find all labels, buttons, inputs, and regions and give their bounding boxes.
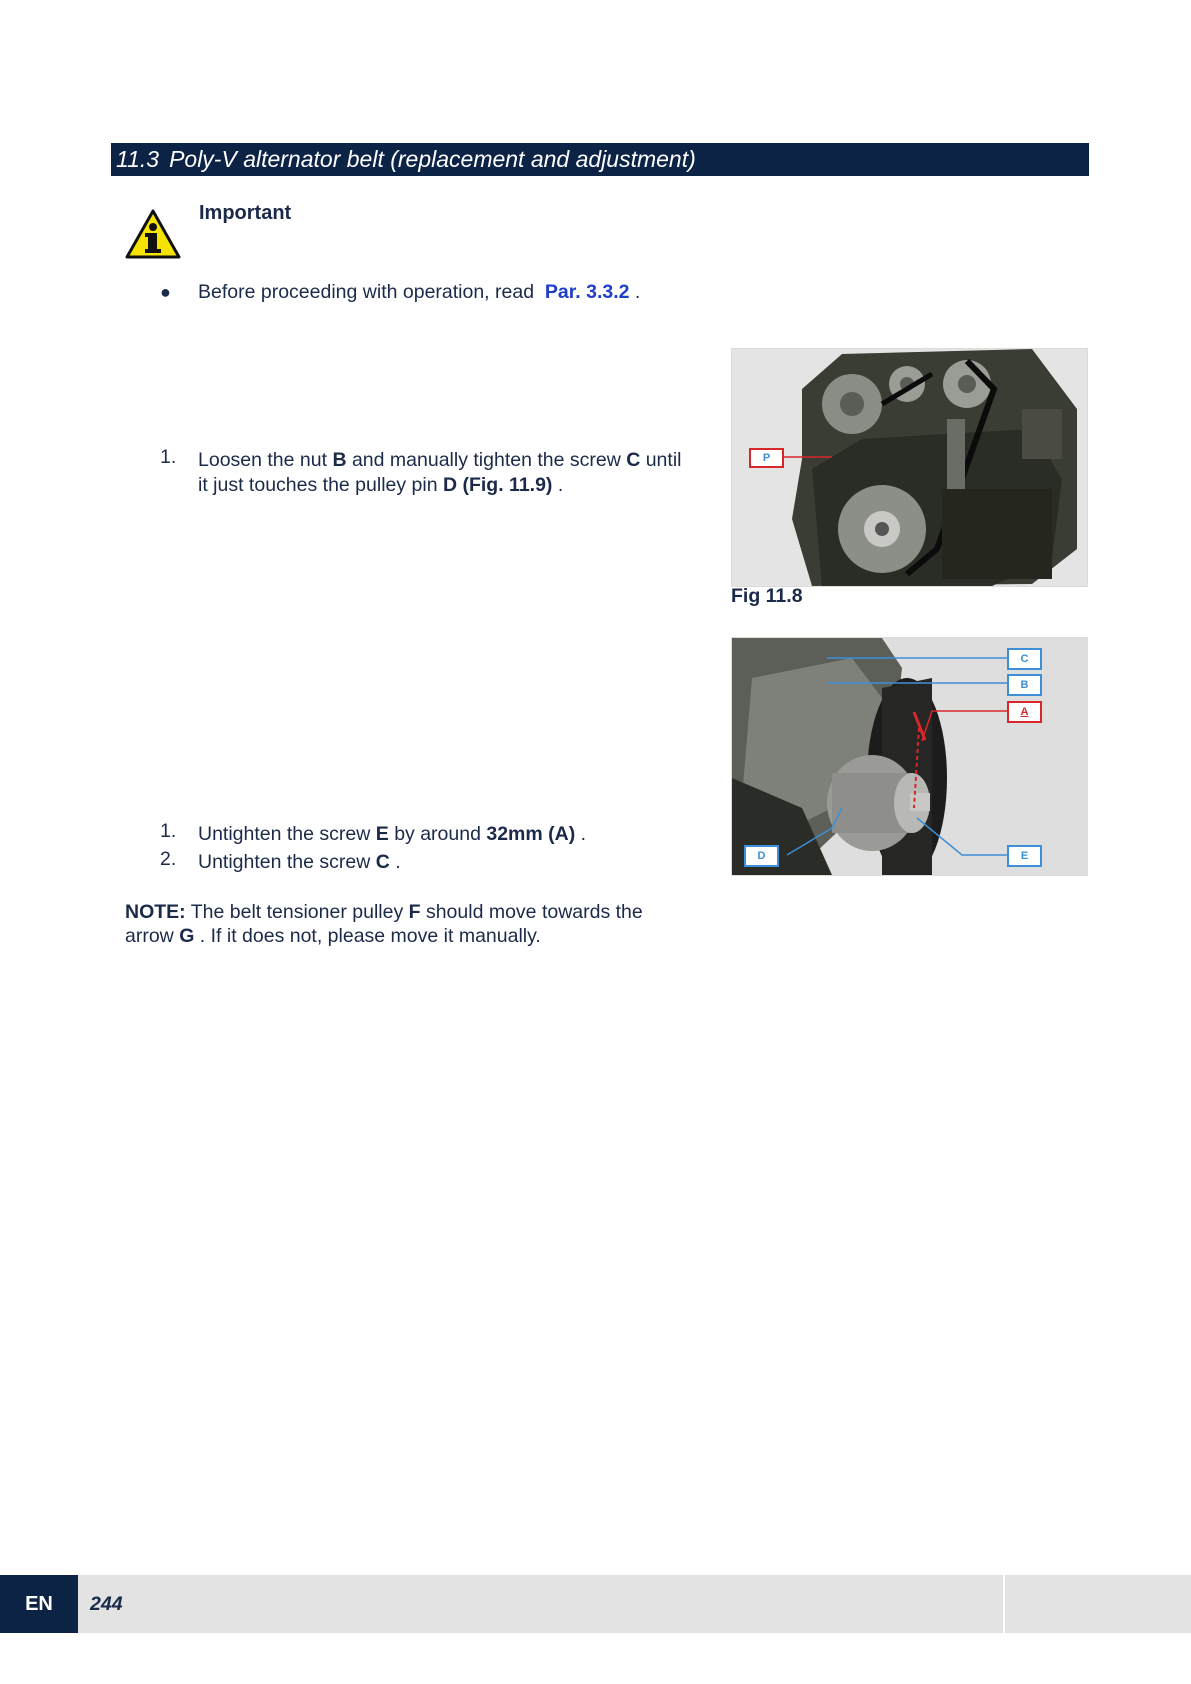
step-number: 1. bbox=[160, 820, 177, 842]
footer-divider bbox=[1003, 1575, 1005, 1633]
callout-c: C bbox=[1007, 648, 1042, 670]
bullet-suffix: . bbox=[634, 281, 641, 303]
note-label: NOTE: bbox=[125, 901, 186, 923]
step-line-2: it just touches the pulley pin D (Fig. 11.9) . bbox=[198, 474, 564, 496]
bullet-text: Before proceeding with operation, read bbox=[198, 281, 535, 303]
callout-p: P bbox=[749, 448, 784, 468]
step-text: Untighten the screw E by around 32mm (A) . bbox=[198, 823, 587, 845]
important-label: Important bbox=[199, 202, 292, 224]
step-number: 2. bbox=[160, 848, 177, 870]
step-number: 1. bbox=[160, 446, 177, 468]
step-line-1: Loosen the nut B and manually tighten the screw C until bbox=[198, 449, 682, 471]
step-text: Untighten the screw C . bbox=[198, 851, 401, 873]
section-number: 11.3 bbox=[116, 146, 160, 172]
callout-a: A bbox=[1007, 701, 1042, 723]
warning-info-icon bbox=[124, 208, 182, 260]
figure-engine-front bbox=[731, 348, 1088, 587]
page-footer bbox=[0, 1575, 1191, 1633]
important-bullet bbox=[160, 281, 640, 304]
figure-belt-tensioner bbox=[731, 637, 1088, 876]
callout-d: D bbox=[744, 845, 779, 867]
page-number: 244 bbox=[90, 1593, 123, 1615]
language-badge: EN bbox=[0, 1575, 78, 1633]
callout-p-leader bbox=[732, 349, 1087, 586]
bullet-dot: ● bbox=[160, 282, 171, 302]
section-title: Poly-V alternator belt (replacement and adjustment) bbox=[169, 146, 696, 172]
par-link[interactable]: Par. 3.3.2 bbox=[544, 281, 630, 303]
callout-b: B bbox=[1007, 674, 1042, 696]
section-header bbox=[111, 143, 1089, 176]
figure-caption: Fig 11.8 bbox=[731, 585, 803, 607]
callout-e: E bbox=[1007, 845, 1042, 867]
note-paragraph: NOTE: The belt tensioner pulley F should move towards the arrow G . If it does not, please move it manually. bbox=[125, 901, 643, 947]
